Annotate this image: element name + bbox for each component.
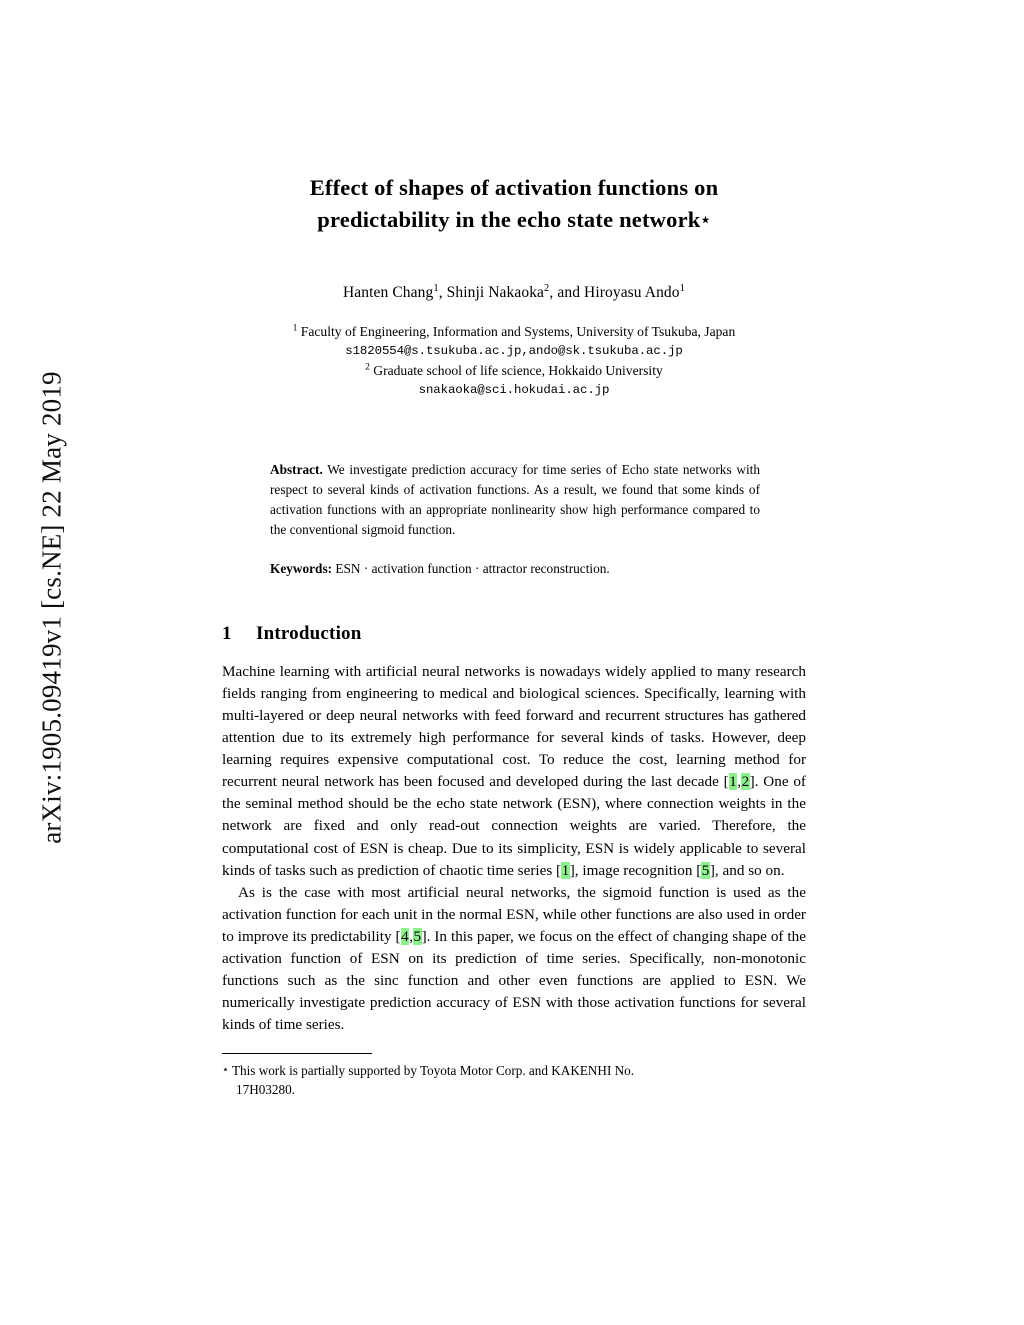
paragraph-2-part-b: ]. In this paper, we focus on the effect of changing shape of the activation function of ESN on its prediction of time series. Specifically, non-monotonic functions such as the sinc function and other even functions are applied to ESN. We numerically investigate prediction accuracy of ESN with those activation functions for several kinds of time series. [222, 928, 806, 1034]
title-line-1: Effect of shapes of activation functions on [309, 175, 719, 200]
abstract-section [270, 460, 760, 541]
paragraph-1-part-c: ], image recognition [ [569, 861, 702, 879]
affiliation-2-text: Graduate school of life science, Hokkaido University [373, 362, 663, 378]
citation-separator: , [737, 773, 742, 791]
citation-separator-2: , [409, 928, 413, 945]
author-3-affil-marker: 1 [679, 282, 685, 294]
paragraph-2-part-a: As is the case with most artificial neural networks, the sigmoid function is used as the activation function for each unit in the normal ESN, while other functions are also used in order to improve its predictability [ [222, 883, 806, 945]
keywords-label: Keywords: [270, 560, 333, 576]
affiliation-2 [222, 361, 806, 381]
paragraph-1 [222, 661, 806, 882]
citation-5[interactable]: 5 [701, 861, 710, 879]
affiliation-2-marker: 2 [365, 361, 370, 372]
affiliation-2-email[interactable]: snakaoka@sci.hokudai.ac.jp [418, 383, 610, 398]
affiliation-1-marker: 1 [292, 322, 298, 333]
footnote-marker: ⋆ [222, 1063, 229, 1076]
citation-4[interactable]: 4 [401, 928, 409, 945]
author-1-affil-marker: 1 [433, 282, 439, 294]
arxiv-identifier-stamp: arXiv:1905.09419v1 [cs.NE] 22 May 2019 [36, 371, 67, 844]
affiliation-list [222, 322, 806, 400]
abstract-label: Abstract. [270, 461, 323, 477]
paragraph-1-part-a: Machine learning with artificial neural networks is nowadays widely applied to many research fields ranging from engineering to medical and biological sciences. Specifically, learning with multi-layered or deep neural networks with feed forward and recurrent structures has gathered attention due to its extremely high performance for several kinds of tasks. However, deep learning requires expensive computational cost. To reduce the cost, learning method for recurrent neural network has been focused and developed during the last decade [ [222, 662, 806, 791]
author-2-affil-marker: 2 [544, 282, 550, 294]
author-separator-1: , Shinji Nakaoka [438, 283, 545, 301]
author-separator-2: , and Hiroyasu Ando [549, 283, 680, 301]
title-line-2: predictability in the echo state network [317, 206, 701, 232]
citation-2[interactable]: 2 [741, 773, 750, 791]
footnote-divider [222, 1053, 372, 1054]
footnote-text [222, 1061, 806, 1099]
footnote-line-2: 17H03280. [236, 1081, 295, 1097]
paragraph-1-part-b: ]. One of the seminal method should be the echo state network (ESN), where connection weights in the network are fixed and only read-out connection weights are varied. Therefore, the computational cost of ESN is cheap. Due to its simplicity, ESN is widely applicable to several kinds of tasks such as prediction of chaotic time series [ [222, 773, 806, 879]
footnote-line-1: This work is partially supported by Toyota Motor Corp. and KAKENHI No. [228, 1062, 635, 1078]
section-heading-introduction [222, 623, 806, 645]
page-title [222, 172, 806, 236]
author-list [222, 284, 806, 302]
affiliation-1-email[interactable]: s1820554@s.tsukuba.ac.jp,ando@sk.tsukuba.ac.jp [345, 344, 683, 359]
affiliation-1-text: Faculty of Engineering, Information and Systems, University of Tsukuba, Japan [300, 323, 736, 339]
section-title: Introduction [256, 622, 362, 644]
paragraph-2 [222, 882, 806, 1037]
section-number: 1 [222, 622, 232, 644]
paper-content [222, 172, 806, 1099]
keywords-section [270, 561, 760, 577]
title-footnote-marker: ⋆ [700, 211, 711, 229]
paragraph-1-part-d: ], and so on. [709, 861, 785, 879]
citation-1[interactable]: 1 [729, 773, 737, 791]
citation-5-second[interactable]: 5 [413, 928, 422, 945]
citation-1-second[interactable]: 1 [561, 861, 570, 879]
author-1: Hanten Chang [343, 283, 434, 301]
keywords-text: ESN · activation function · attractor reconstruction. [332, 560, 610, 576]
introduction-body [222, 661, 806, 1037]
abstract-text: We investigate prediction accuracy for time series of Echo state networks with respect to several kinds of activation functions. As a result, we found that some kinds of activation functions with an appropriate nonlinearity show high performance compared to the conventional sigmoid function. [270, 461, 760, 538]
affiliation-1 [222, 322, 806, 342]
